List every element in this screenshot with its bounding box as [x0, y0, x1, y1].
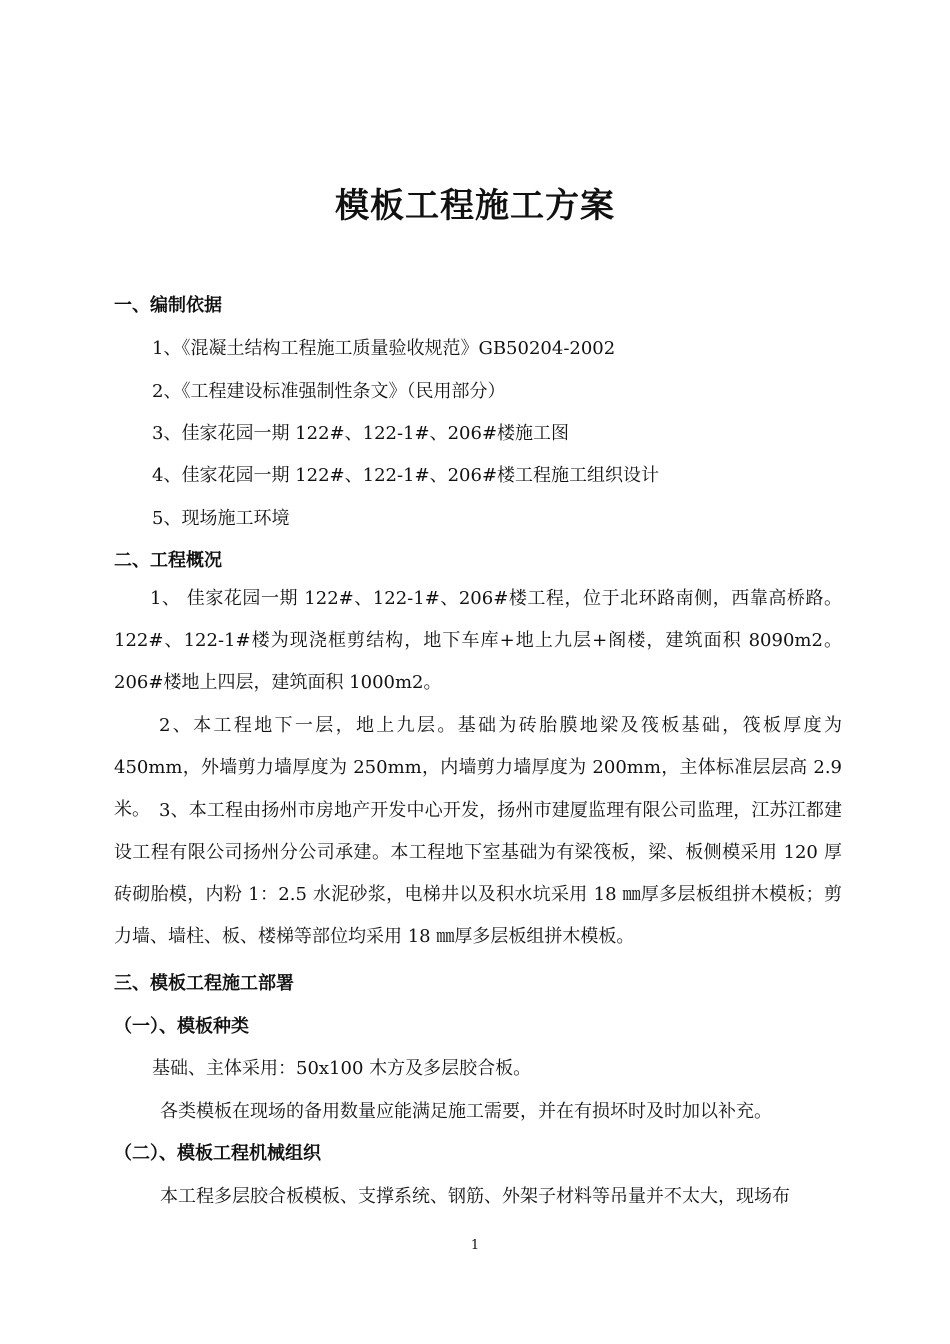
machinery-line-1: 本工程多层胶合板模板、支撑系统、钢筋、外架子材料等吊量并不太大，现场布 [160, 1186, 790, 1207]
overview-paragraph-2: 2、本工程地下一层，地上九层。基础为砖胎膜地梁及筏板基础，筏板厚度为 450mm，外墙剪力墙厚度为 250mm，内墙剪力墙厚度为 200mm，主体标准层层高 2.9 米。 [114, 715, 842, 820]
formwork-types-line-2: 各类模板在现场的备用数量应能满足施工需要，并在有损坏时及时加以补充。 [160, 1101, 772, 1122]
basis-item-2: 2、《工程建设标准强制性条文》（民用部分） [152, 381, 506, 402]
page-number: 1 [470, 1238, 480, 1253]
basis-item-5: 5、现场施工环境 [152, 508, 290, 529]
basis-item-4: 4、佳家花园一期 122#、122-1#、206#楼工程施工组织设计 [152, 465, 660, 486]
basis-item-1: 1、《混凝土结构工程施工质量验收规范》GB50204-2002 [152, 338, 616, 359]
section-heading-deployment: 三、模板工程施工部署 [114, 973, 294, 994]
basis-item-3: 3、佳家花园一期 122#、122-1#、206#楼施工图 [152, 423, 570, 444]
subsection-heading-formwork-types: （一）、模板种类 [114, 1016, 249, 1037]
section-heading-overview: 二、工程概况 [114, 550, 222, 571]
formwork-types-line-1: 基础、主体采用：50x100 木方及多层胶合板。 [152, 1058, 532, 1079]
section-heading-basis: 一、编制依据 [114, 295, 222, 316]
subsection-heading-machinery: （二）、模板工程机械组织 [114, 1143, 321, 1164]
overview-paragraph-3: 3、本工程由扬州市房地产开发中心开发，扬州市建厦监理有限公司监理，江苏江都建设工程有限公司扬州分公司承建。本工程地下室基础为有梁筏板，梁、板侧模采用 120 厚砖砌胎模，内粉 1：2.5 水泥砂浆，电梯井以及积水坑采用 18 ㎜厚多层板组拼木模板；剪力墙、墙柱、板、楼梯等部位均采用 18 ㎜厚多层板组拼木模板。 [114, 800, 842, 947]
document-title: 模板工程施工方案 [335, 186, 615, 226]
overview-paragraph-1: 1、 佳家花园一期 122#、122-1#、206#楼工程，位于北环路南侧，西靠高桥路。122#、122-1#楼为现浇框剪结构，地下车库+地上九层+阁楼，建筑面积 8090m2。206#楼地上四层，建筑面积 1000m2。 [114, 588, 842, 693]
